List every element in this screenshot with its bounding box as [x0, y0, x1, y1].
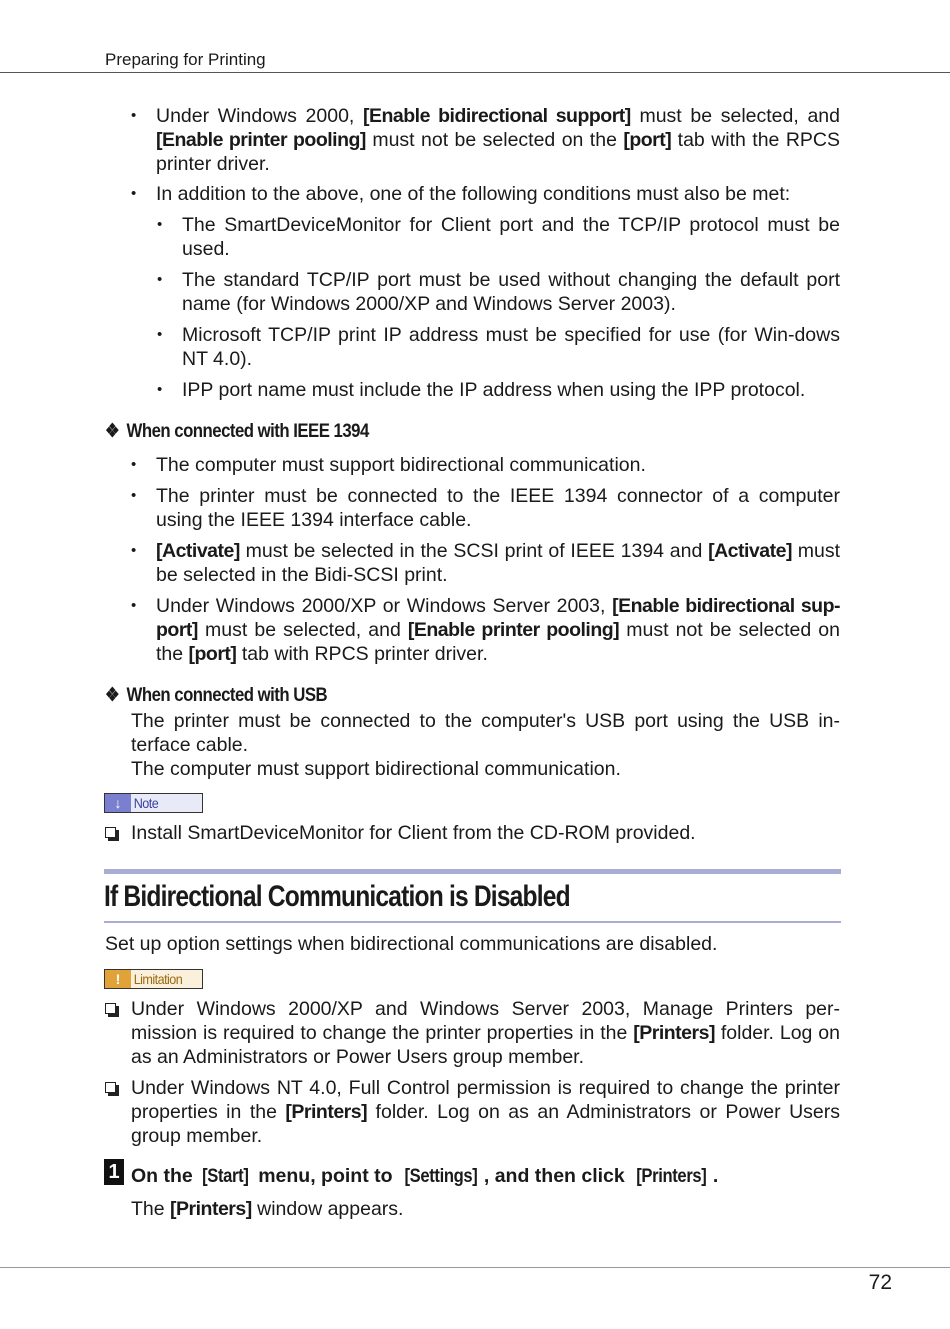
four-diamond-icon: ❖	[105, 421, 120, 442]
ieee-heading: ❖ When connected with IEEE 1394	[105, 420, 369, 442]
checkbox-square-icon	[105, 1003, 116, 1014]
checkbox-square-icon	[105, 1082, 116, 1093]
section-rule-bottom	[104, 921, 841, 923]
sub-bullet-1: The SmartDeviceMonitor for Client port and the TCP/IP protocol must be used.	[182, 214, 840, 260]
checkbox-square-icon	[105, 827, 116, 838]
bullet-dot: •	[157, 216, 163, 233]
note-tag: ↓ Note	[104, 793, 203, 813]
bullet-dot: •	[131, 456, 137, 473]
bullet-dot: •	[131, 185, 137, 202]
bullet-dot: •	[131, 107, 137, 124]
header-rule	[0, 72, 950, 73]
footer-rule	[0, 1267, 950, 1268]
limitation-item-2: Under Windows NT 4.0, Full Control permission is required to change the printer properties in the [Printers] folder. Log on as an Administrators or Power Users group member.	[131, 1077, 840, 1147]
bullet-dot: •	[131, 487, 137, 504]
usb-text-2: The computer must support bidirectional communication.	[131, 758, 621, 780]
bullet-dot: •	[157, 326, 163, 343]
usb-text-1: The printer must be connected to the computer's USB port using the USB in-terface cable.	[131, 710, 840, 756]
page-number: 72	[868, 1271, 892, 1294]
top-bullet-1: Under Windows 2000, [Enable bidirectional support] must be selected, and [Enable printer pooling] must not be selected on the [port] tab with the RPCS printer driver.	[156, 105, 840, 175]
bullet-dot: •	[157, 381, 163, 398]
bullet-dot: •	[131, 542, 137, 559]
sub-bullet-3: Microsoft TCP/IP print IP address must be specified for use (for Win-dows NT 4.0).	[182, 324, 840, 370]
four-diamond-icon: ❖	[105, 685, 120, 706]
step-instruction: On the [Start] menu, point to [Settings] , and then click [Printers] .	[131, 1165, 719, 1187]
top-bullet-2: In addition to the above, one of the following conditions must also be met:	[156, 183, 791, 205]
section-rule-top	[104, 869, 841, 874]
sub-bullet-2: The standard TCP/IP port must be used without changing the default port name (for Windows 2000/XP and Windows Server 2003).	[182, 269, 840, 315]
usb-heading: ❖ When connected with USB	[105, 684, 328, 706]
exclamation-icon: !	[105, 970, 131, 988]
step-number: 1	[104, 1159, 124, 1185]
sub-bullet-4: IPP port name must include the IP address when using the IPP protocol.	[182, 379, 806, 401]
section-intro: Set up option settings when bidirectional communications are disabled.	[105, 933, 718, 955]
ieee-bullet-2: The printer must be connected to the IEEE 1394 connector of a computer using the IEEE 1394 interface cable.	[156, 485, 840, 531]
ieee-bullet-3: [Activate] must be selected in the SCSI print of IEEE 1394 and [Activate] must be selected in the Bidi-SCSI print.	[156, 540, 840, 586]
limitation-tag: ! Limitation	[104, 969, 203, 989]
ieee-bullet-4: Under Windows 2000/XP or Windows Server 2003, [Enable bidirectional sup-port] must be selected, and [Enable printer pooling] must not be selected on the [port] tab with RPCS printer driver.	[156, 595, 840, 665]
step-result: The [Printers] window appears.	[131, 1198, 404, 1220]
note-item: Install SmartDeviceMonitor for Client from the CD-ROM provided.	[131, 822, 696, 844]
ieee-bullet-1: The computer must support bidirectional communication.	[156, 454, 646, 476]
limitation-item-1: Under Windows 2000/XP and Windows Server 2003, Manage Printers per-mission is required to change the printer properties in the [Printers] folder. Log on as an Administrators or Power Users group member.	[131, 998, 840, 1068]
running-header: Preparing for Printing	[105, 50, 266, 69]
bullet-dot: •	[157, 271, 163, 288]
section-title: If Bidirectional Communication is Disabled	[104, 880, 570, 913]
down-arrow-icon: ↓	[105, 794, 131, 812]
bullet-dot: •	[131, 597, 137, 614]
